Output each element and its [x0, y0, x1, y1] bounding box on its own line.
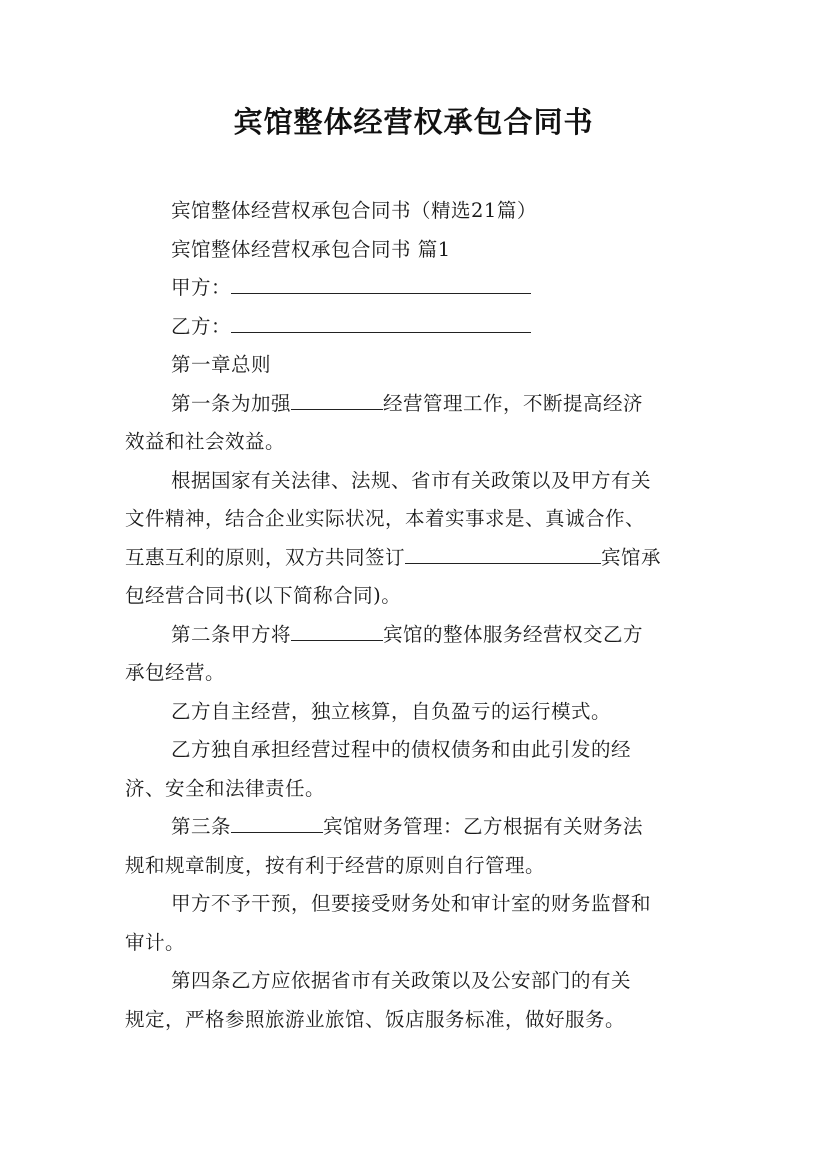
party-b-label: 乙方：: [171, 314, 232, 338]
party-a-blank: [231, 273, 531, 294]
document-body: [125, 192, 710, 1039]
document-subtitle: 宾馆整体经营权承包合同书（精选21篇）: [171, 199, 537, 222]
paragraph-5-line-1: 甲方不予干预，但要接受财务处和审计室的财务监督和: [171, 892, 652, 915]
paragraph-2-line-4: 包经营合同书(以下简称合同)。: [125, 584, 402, 607]
article-3-text-a: 第三条: [171, 815, 232, 838]
article-2-line-2: 承包经营。: [125, 661, 226, 684]
party-b-line: [125, 308, 710, 347]
paragraph-4-line-1: 乙方独自承担经营过程中的债权债务和由此引发的经: [171, 738, 632, 761]
paragraph-2-line-1: 根据国家有关法律、法规、省市有关政策以及甲方有关: [171, 468, 652, 492]
paragraph-2-text-a: 互惠互利的原则，双方共同签订: [125, 545, 406, 569]
paragraph-2-text-b: 宾馆承: [601, 545, 662, 569]
party-a-label: 甲方：: [171, 276, 232, 299]
paragraph-2-line-3: [125, 539, 710, 578]
article-1-text-b: 经营管理工作，不断提高经济: [383, 391, 644, 415]
article-2-text-a: 第二条甲方将: [171, 622, 292, 646]
article-1-blank: [291, 388, 383, 409]
paragraph-2-blank: [405, 542, 601, 563]
paragraph-4-line-2: 济、安全和法律责任。: [125, 776, 326, 800]
paragraph-2-line-2: 文件精神，结合企业实际状况，本着实事求是、真诚合作、: [125, 507, 646, 530]
party-b-blank: [231, 311, 531, 332]
paragraph-5-line-2: 审计。: [125, 930, 186, 954]
article-1-line-2: 效益和社会效益。: [125, 430, 286, 453]
article-2-text-b: 宾馆的整体服务经营权交乙方: [383, 622, 644, 646]
chapter-heading: 第一章总则: [171, 353, 272, 376]
section-title: 宾馆整体经营权承包合同书 篇1: [171, 237, 451, 261]
party-a-line: [125, 269, 710, 308]
paragraph-3: 乙方自主经营，独立核算，自负盈亏的运行模式。: [171, 699, 612, 723]
document-title: 宾馆整体经营权承包合同书: [233, 105, 594, 139]
article-3-line-1: [125, 808, 710, 847]
article-4-line-1: 第四条乙方应依据省市有关政策以及公安部门的有关: [171, 969, 632, 992]
article-4-line-2: 规定，严格参照旅游业旅馆、饭店服务标准，做好服务。: [125, 1007, 626, 1031]
article-2-blank: [291, 619, 383, 640]
article-3-blank: [231, 812, 323, 833]
article-2-line-1: [125, 616, 710, 655]
article-1-text-a: 第一条为加强: [171, 391, 292, 415]
article-3-text-b: 宾馆财务管理：乙方根据有关财务法: [323, 815, 644, 838]
article-3-line-2: 规和规章制度，按有利于经营的原则自行管理。: [125, 853, 546, 877]
article-1-line-1: [125, 385, 710, 424]
